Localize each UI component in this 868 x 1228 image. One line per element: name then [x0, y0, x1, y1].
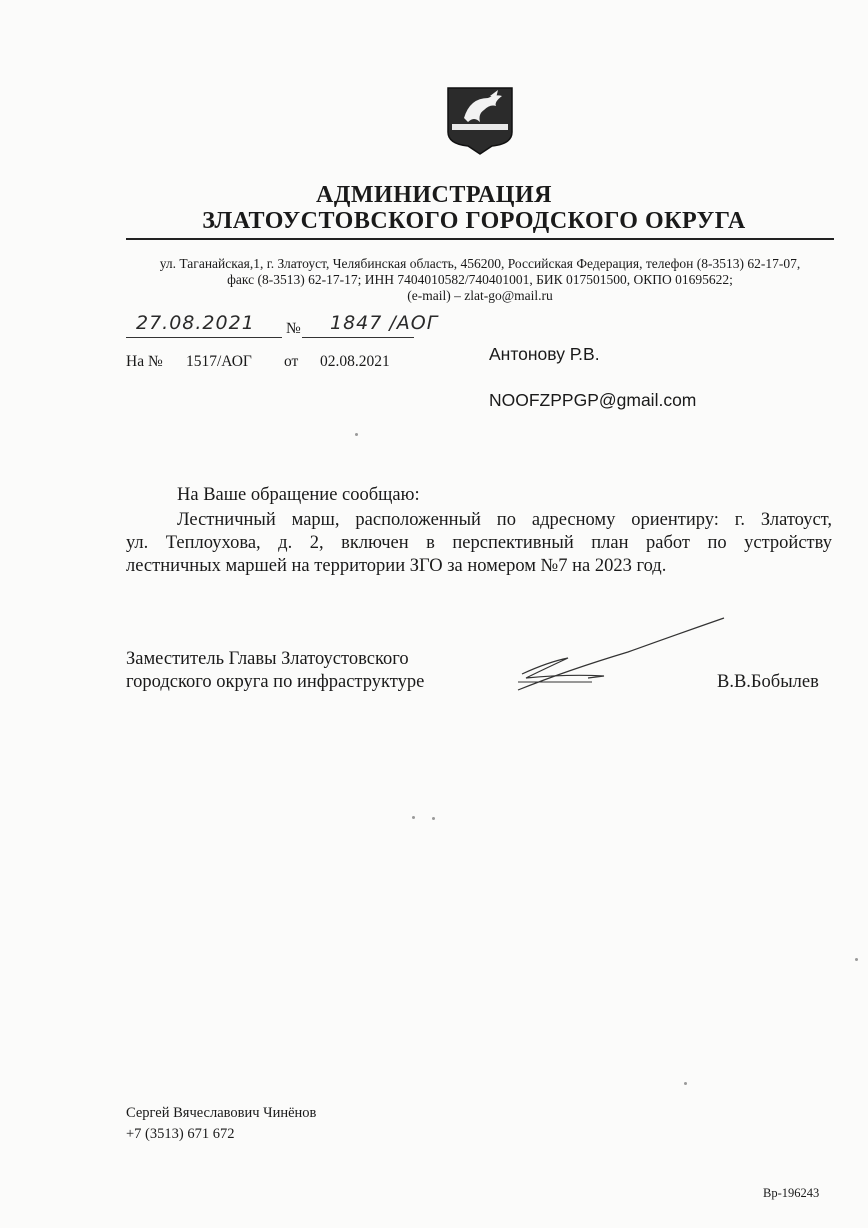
city-emblem-icon: [444, 84, 516, 156]
reference-date: 02.08.2021: [320, 353, 390, 370]
scan-speck: [432, 817, 435, 820]
body-line-3: ул. Теплоухова, д. 2, включен в перспективный план работ по устройству: [126, 533, 832, 553]
signatory-name: В.В.Бобылев: [717, 672, 819, 692]
body-line-2: Лестничный марш, расположенный по адресному ориентиру: г. Златоуст,: [177, 510, 832, 530]
scan-speck: [355, 433, 358, 436]
recipient-name: Антонову Р.В.: [489, 344, 600, 364]
number-underline: [302, 337, 414, 338]
scan-speck: [684, 1082, 687, 1085]
reference-prefix: На №: [126, 353, 163, 370]
signatory-position-line2: городского округа по инфраструктуре: [126, 672, 425, 692]
address-line-2: факс (8-3513) 62-17-17; ИНН 7404010582/740401001, БИК 017501500, ОКПО 01695622;: [227, 272, 733, 287]
body-line-1: На Ваше обращение сообщаю:: [177, 485, 420, 505]
recipient-email: NOOFZPPGP@gmail.com: [489, 390, 697, 410]
scan-speck: [412, 816, 415, 819]
date-underline: [126, 337, 282, 338]
number-sign: №: [286, 320, 301, 337]
scan-speck: [855, 958, 858, 961]
executor-phone: +7 (3513) 671 672: [126, 1126, 235, 1142]
header-divider: [126, 238, 834, 240]
document-code: Вр-196243: [763, 1186, 820, 1200]
registration-date: 27.08.2021: [136, 312, 255, 334]
address-line-3: (e-mail) – zlat-go@mail.ru: [407, 288, 553, 303]
registration-number: 1847 /АОГ: [330, 312, 439, 334]
address-line-1: ул. Таганайская,1, г. Златоуст, Челябинская область, 456200, Российская Федерация, телефон (8-3513) 62-17-07,: [159, 256, 801, 271]
reference-number: 1517/АОГ: [186, 353, 252, 370]
executor-name: Сергей Вячеславович Чинёнов: [126, 1105, 317, 1121]
org-title-line1: АДМИНИСТРАЦИЯ: [316, 182, 552, 208]
org-title-line2: ЗЛАТОУСТОВСКОГО ГОРОДСКОГО ОКРУГА: [202, 208, 746, 234]
handwritten-signature: [508, 612, 728, 696]
reference-from: от: [284, 353, 299, 370]
signatory-position-line1: Заместитель Главы Златоустовского: [126, 649, 409, 669]
body-line-4: лестничных маршей на территории ЗГО за номером №7 на 2023 год.: [126, 556, 667, 576]
